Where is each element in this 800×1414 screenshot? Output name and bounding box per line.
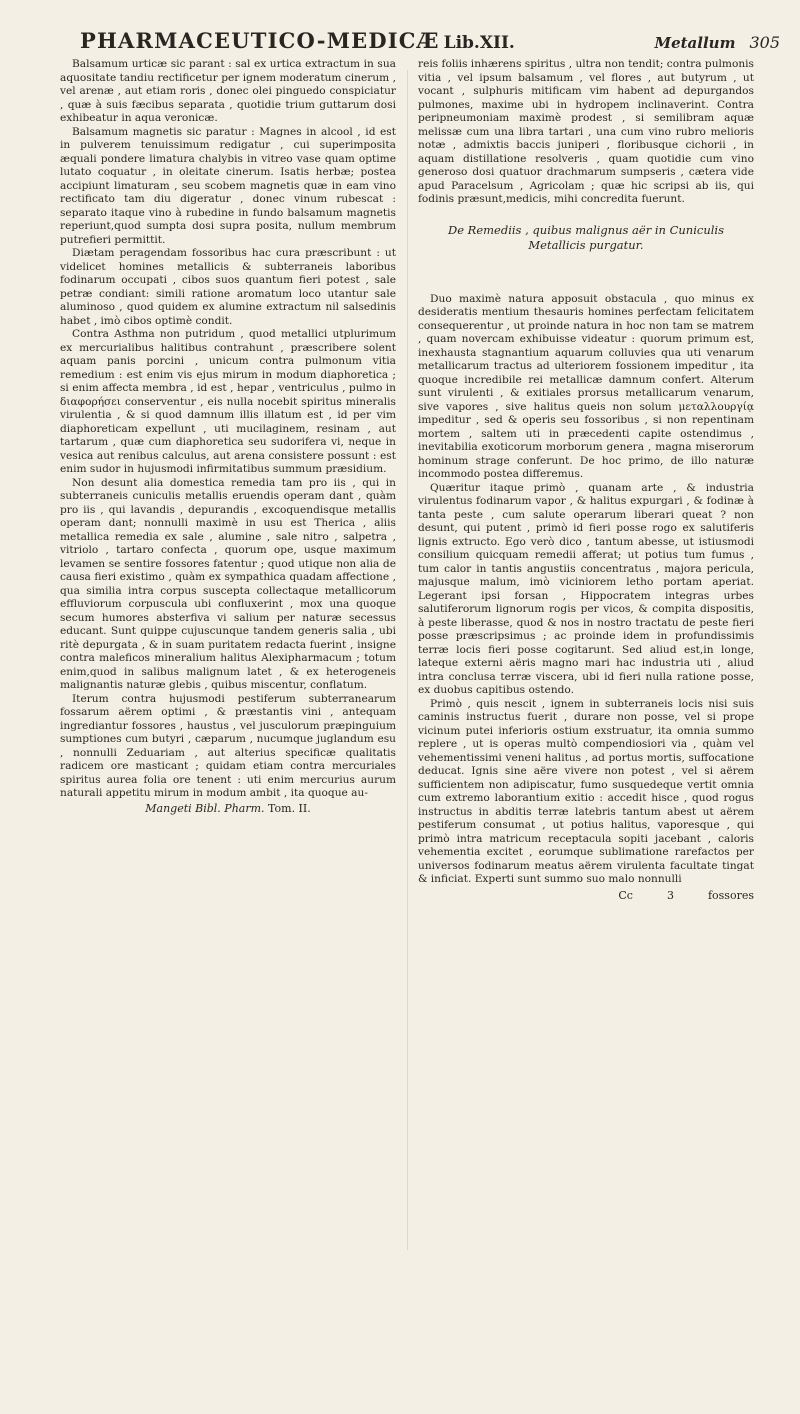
header-title: PHARMACEUTICO-MEDICÆ bbox=[80, 28, 440, 53]
running-header bbox=[80, 28, 780, 56]
paragraph: Quæritur itaque primò , quanam arte , & industria virulentus fodinarum vapor , & halitus expurgari , & fodinæ à tanta peste , cum salute operarum liberari queat ? non desunt, qui putent , primò id fieri posse rogo ex salutiferis lignis extructo. Ego verò dico , tantum abesse, ut istiusmodi consilium quicquam remedii afferat; ut potius tum fumus , tum calor in tantis angustiis concentratus , majora pericula, majusque malum, imò viciniorem letho portam aperiat. Legerant ipsi forsan , Hippocratem integras urbes salutiferorum lignorum rogis per vicos, & compita dispositis, à peste liberasse, quod & nos in nostro tractatu de peste fieri posse præscripsimus ; ac proinde idem in profundissimis terræ locis fieri posse cogitarunt. Sed aliud est,in longe, lateque externi aëris magno mari hac industria uti , aliud intra conclusa terræ viscera, ubi id fieri nulla ratione posse, ex duobus capitibus ostendo. bbox=[418, 481, 754, 696]
paragraph: Primò , quis nescit , ignem in subterraneis locis nisi suis caminis instructus fuerit , durare non posse, vel si prope vicinum putei inferioris ostium exstruatur, ita omnia summo replere , ut is operas multò compendiosiori via , quàm vel vehementissimi veneni halitus , ad portus mortis, suffocatione deducat. Ignis sine aëre vivere non potest , vel si aërem sufficientem non adipiscatur, fumo susquedeque vertit omnia cum extremo laborantium exitio : accedit hisce , quod rogus instructus in abditis terræ latebris tantum abest ut aërem pestiferum consumat , ut potius halitus, vaporesque , qui primò intra matricum receptacula sopiti jacebant , caloris vehementia excitet , eorumque sublimatione rarefactos per universos fodinarum meatus aërem virulenta facultate tingat & inficiat. Experti sunt summo suo malo nonnulli bbox=[418, 697, 754, 885]
paragraph: Diætam peragendam fossoribus hac cura præscribunt : ut videlicet homines metallicis & subterraneis laboribus fodinarum occupati , cibos suos quantum fieri potest , sale petræ condiant: simili ratione aromatum loco utantur sale aluminoso , quod quidem ex alumine extractum nil salsedinis habet , imò cibos optimè condit. bbox=[60, 247, 396, 327]
signature-line bbox=[418, 889, 754, 903]
paragraph: Non desunt alia domestica remedia tam pro iis , qui in subterraneis cuniculis metallis eruendis operam dant , quàm pro iis , qui lavandis , depurandis , excoquendisque metallis operam dant; nonnulli maximè in usu est Therica , aliis metallica remedia ex sale , alumine , sale nitro , salpetra , vitriolo , tartaro confecta , quorum ope, usque maximum levamen se sentire fossores fatentur ; quod utique non alia de causa fieri existimo , quàm ex sympathica quadam affectione , qua similia intra corpus suscepta collectaque metallicorum effluviorum corpuscula ubi confluxerint , mox una quoque secum humores absterfiva vi salium per naturæ secessus educant. Sunt quippe cujuscunque tandem generis salia , ubi ritè depurgata , & in suam puritatem redacta fuerint , insigne contra maleficos mineralium halitus Alexipharmacum ; totum enim,quod in salibus malignum latet , & ex heterogeneis malignantis naturæ glebis , quibus miscentur, conflatum. bbox=[60, 476, 396, 691]
section-heading: De Remediis , quibus malignus aër in Cuniculis Metallicis purgatur. bbox=[447, 222, 724, 252]
paragraph: Balsamum magnetis sic paratur : Magnes in alcool , id est in pulverem tenuissimum redigatur , cui superimposita æquali pondere limatura chalybis in vitreo vase quam optime lutato coquatur , in oleitate cinerum. Isatis herbæ; postea accipiunt limaturam , seu scobem magnetis quæ in eam vino rectificato tam diu digeratur , donec vinum rubescat : separato itaque vino à rubedine in fundo balsamum magnetis reperiunt,quod sumpta dosi supra posita, nullum membrum putrefieri permittit. bbox=[60, 125, 396, 246]
footer-book-title: Mangeti Bibl. Pharm. bbox=[145, 801, 265, 815]
left-column bbox=[60, 58, 396, 1258]
paragraph: Duo maximè natura apposuit obstacula , quo minus ex desideratis mentium thesauris homines perfectam felicitatem consequerentur , ut proinde natura in hoc non tam se matrem , quam novercam exhibuisse videatur : quorum primum est, inexhausta stagnantium aquarum colluvies qua uti venarum metallicarum tractus ad ulteriorem fossionem impeditur , ita quoque incredibile rei metallicæ damnum confert. Alterum sunt virulenti , & exitiales prorsus metallicarum venarum, sive vapores , sive halitus queis non solum μεταλλουργίᾳ impeditur , sed & operis seu fossoribus , si non repentinam mortem , saltem uti in præcedenti capite ostendimus , inevitabilia exoticorum morborum genera , magna miserorum hominum strage conferunt. De hoc primo, de illo naturæ incommodo postea differemus. bbox=[418, 292, 754, 480]
catchword: fossores bbox=[707, 888, 754, 902]
page-number: 305 bbox=[749, 33, 780, 52]
paragraph: Balsamum urticæ sic parant : sal ex urtica extractum in sua aquositate tandiu rectificetur per ignem moderatum cinerum , vel arenæ , aut etiam roris , donec olei pinguedo conspiciatur , quæ à suis fæcibus separata , quotidie trium guttarum dosi exhibeatur in aqua veronicæ. bbox=[60, 58, 396, 124]
header-section: Metallum bbox=[654, 34, 736, 52]
footer-tome: Tom. II. bbox=[268, 801, 311, 815]
page-footer bbox=[60, 802, 396, 816]
signature-number: 3 bbox=[666, 888, 674, 902]
paragraph: Contra Asthma non putridum , quod metallici utplurimum ex mercurialibus halitibus contrahunt , præscribere solent aquam panis porcini , unicum contra pulmonum vitia remedium : est enim vis ejus mirum in modum diaphoretica ; si enim affecta membra , id est , hepar , ventriculus , pulmo in διαφορήσει conserventur , eis nulla nocebit spiritus mineralis virulentia , & si quod damnum illis illatum est , id per vim diaphoreticam expellunt , uti mucilaginem, resinam , aut tartarum , quæ cum diaphoretica seu sudorifera vi, neque in vesica aut renibus calculus, aut arena consistere possunt : est enim sudor in hujusmodi infirmitatibus summum præsidium. bbox=[60, 328, 396, 475]
column-gutter bbox=[407, 70, 408, 1250]
right-column bbox=[418, 58, 754, 1284]
signature-mark: Cc bbox=[618, 888, 633, 902]
header-book-number: Lib.XII. bbox=[443, 33, 515, 53]
paragraph: Iterum contra hujusmodi pestiferum subterranearum fossarum aërem optimi , & præstantis vini , antequam ingrediantur fossores , haustus , vel jusculorum præpinguium sumptiones cum butyri , cæparum , nucumque juglandum esu , nonnulli Zeduariam , aut alterius specificæ qualitatis radicem ore masticant ; quidam etiam contra mercuriales spiritus aurea folia ore tenent : uti enim mercurius aurum naturali appetitu mirum in modum ambit , ita quoque au- bbox=[60, 692, 396, 799]
paragraph: reis foliis inhærens spiritus , ultra non tendit; contra pulmonis vitia , vel ipsum balsamum , vel flores , aut butyrum , ut vocant , sulphuris mitificam vim habent ad depurgandos pulmones, maxime ubi in hydropem inclinaverint. Contra peripneumoniam maximè prodest , si semilibram aquæ melissæ cum una libra tartari , una cum vino rubro melioris notæ , admixtis baccis juniperi , floribusque cichorii , in aquam distillatione resolveris , quam quotidie cum vino generoso dosi quatuor drachmarum sumpseris , cætera vide apud Paracelsum , Agricolam ; quæ hic scripsi ab iis, qui fodinis præsunt,medicis, mihi concredita fuerunt. bbox=[418, 58, 754, 205]
